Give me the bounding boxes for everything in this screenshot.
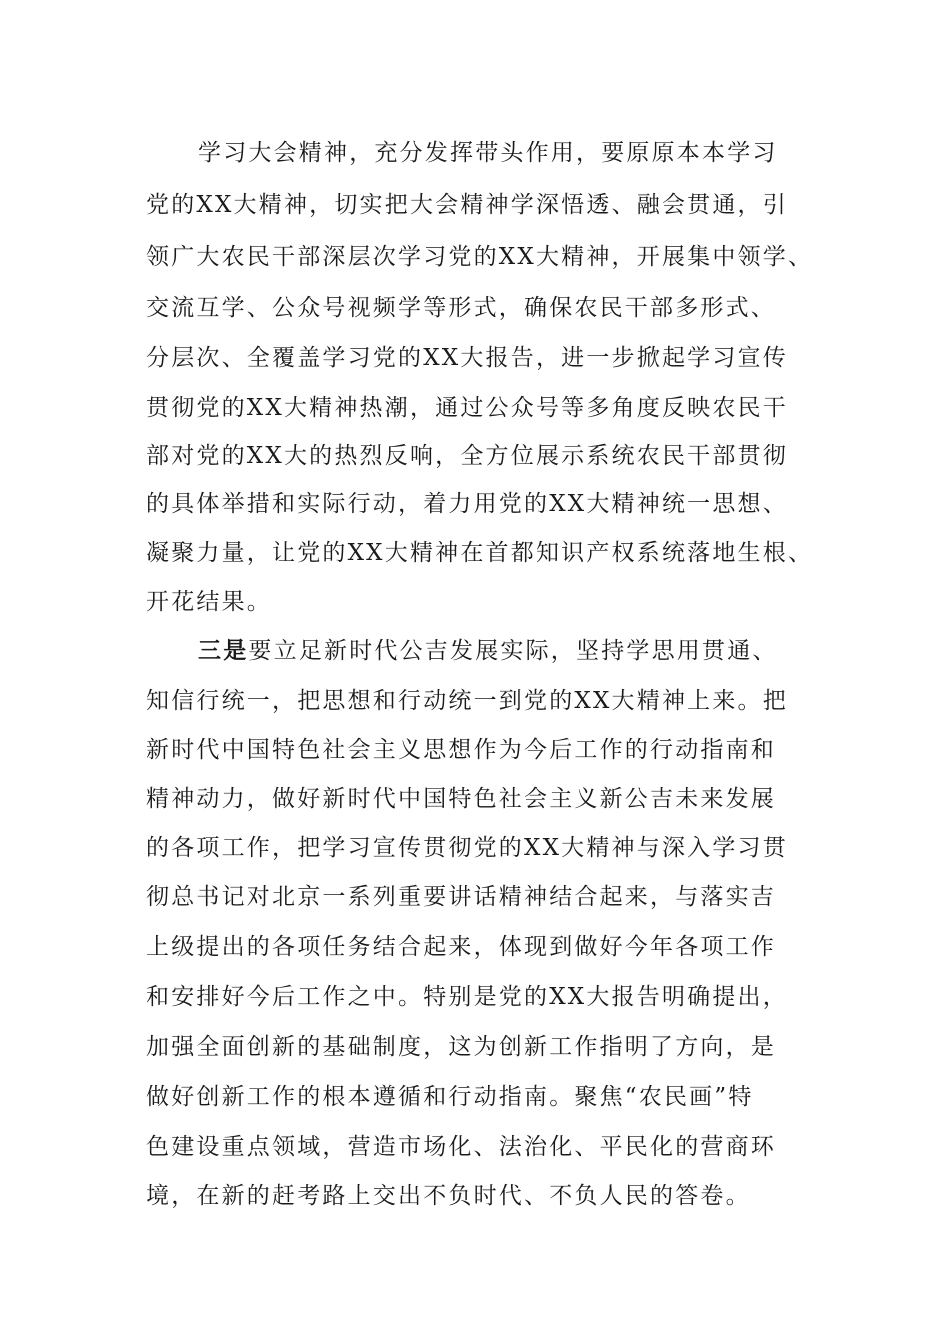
paragraph-2-line-10: 做好创新工作的根本遵循和行动指南。聚焦“农民画”特	[146, 1084, 754, 1110]
paragraph-2-line-2: 知信行统一，把思想和行动统一到党的XX大精神上来。把	[146, 688, 788, 714]
paragraph-1-line-8: 的具体举措和实际行动，着力用党的XX大精神统一思想、	[146, 491, 788, 517]
paragraph-1-line-7: 部对党的XX大的热烈反响，全方位展示系统农民干部贯彻	[146, 443, 788, 469]
paragraph-1-line-10: 开花结果。	[146, 589, 272, 615]
paragraph-2-line-11: 色建设重点领域，营造市场化、法治化、平民化的营商环	[146, 1134, 776, 1160]
paragraph-2-line-1-rest: 要立足新时代公吉发展实际，坚持学思用贯通、	[248, 638, 778, 664]
paragraph-1-line-2: 党的XX大精神，切实把大会精神学深悟透、融会贯通，引	[146, 192, 788, 218]
paragraph-1-line-6: 贯彻党的XX大精神热潮，通过公众号等多角度反映农民干	[146, 395, 788, 421]
paragraph-2-line-5: 的各项工作，把学习宣传贯彻党的XX大精神与深入学习贯	[146, 835, 788, 861]
paragraph-1-line-3: 领广大农民干部深层次学习党的XX大精神，开展集中领学、	[146, 244, 814, 270]
paragraph-2-line-3: 新时代中国特色社会主义思想作为今后工作的行动指南和	[146, 737, 776, 763]
paragraph-2-line-1	[198, 636, 778, 666]
paragraph-1-line-1: 学习大会精神，充分发挥带头作用，要原原本本学习	[198, 140, 778, 166]
paragraph-2-line-12: 境，在新的赶考路上交出不负时代、不负人民的答卷。	[146, 1183, 751, 1209]
paragraph-1-line-4: 交流互学、公众号视频学等形式，确保农民干部多形式、	[146, 295, 776, 321]
paragraph-2-line-9: 加强全面创新的基础制度，这为创新工作指明了方向，是	[146, 1034, 776, 1060]
paragraph-2-line-8: 和安排好今后工作之中。特别是党的XX大报告明确提出，	[146, 984, 788, 1010]
paragraph-2-line-4: 精神动力，做好新时代中国特色社会主义新公吉未来发展	[146, 786, 776, 812]
paragraph-2-line-7: 上级提出的各项任务结合起来，体现到做好今年各项工作	[146, 934, 776, 960]
paragraph-1-line-5: 分层次、全覆盖学习党的XX大报告，进一步掀起学习宣传	[146, 345, 788, 371]
paragraph-1-line-9: 凝聚力量，让党的XX大精神在首都知识产权系统落地生根、	[146, 540, 814, 566]
paragraph-2-lead: 三是	[198, 637, 249, 664]
paragraph-2-line-6: 彻总书记对北京一系列重要讲话精神结合起来，与落实吉	[146, 884, 776, 910]
